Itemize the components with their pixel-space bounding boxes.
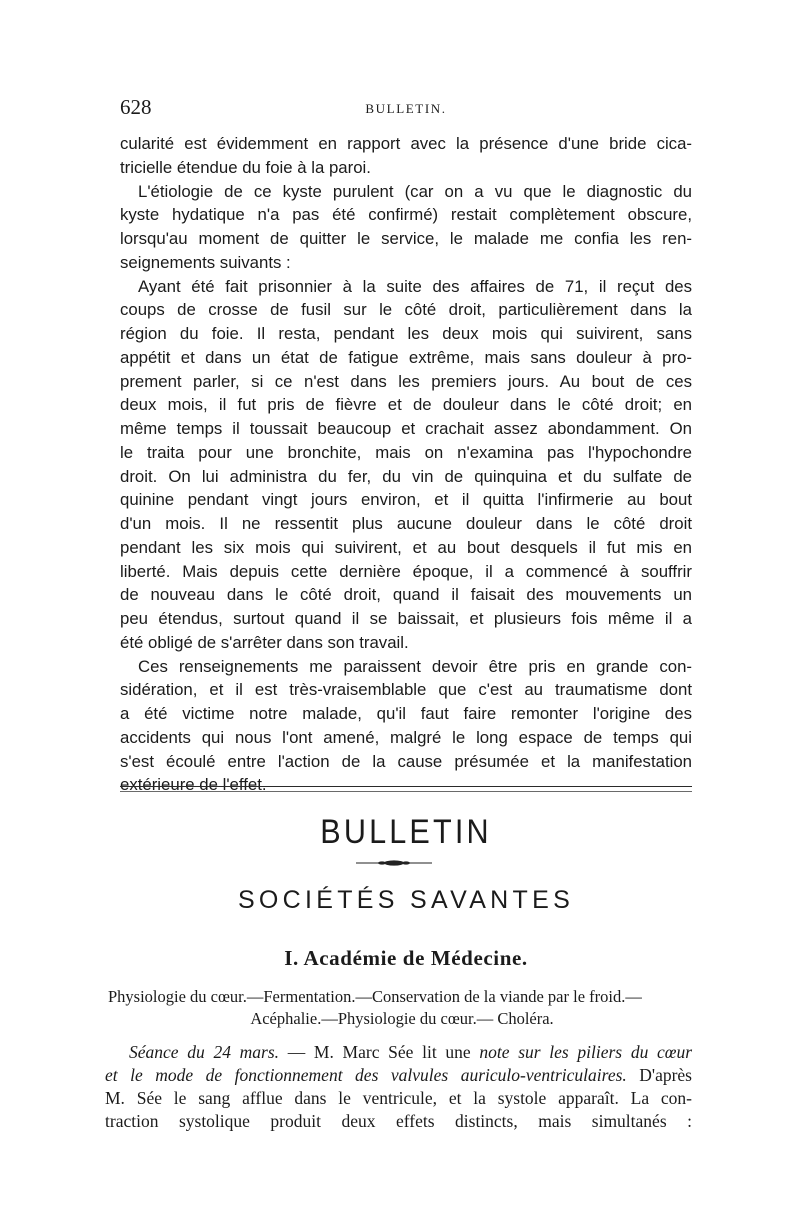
page-number: 628 (120, 95, 152, 119)
text-line: été obligé de s'arrêter dans son travail. (120, 632, 409, 652)
seance-date: Séance du 24 mars. (129, 1042, 280, 1062)
societes-savantes-heading: SOCIÉTÉS SAVANTES (237, 886, 575, 914)
text-line: Ayant été fait prisonnier à la suite des affaires de 71, il reçut des (138, 276, 692, 296)
text-line: de nouveau dans le côté droit, quand il faisait des mouvements un (120, 585, 692, 605)
text-line: deux mois, il fut pris de fièvre et de douleur dans le côté droit; en (120, 395, 692, 415)
note-title: note sur les piliers du cœur (479, 1042, 693, 1062)
contents-line: Acéphalie.—Physiologie du cœur.— Choléra. (250, 1009, 554, 1028)
text-line: seignements suivants : (120, 252, 291, 272)
seance-line (105, 1064, 692, 1087)
running-title: BULLETIN. (365, 101, 447, 116)
text-line: prement parler, si ce n'est dans les premiers jours. Au bout de ces (120, 371, 692, 391)
text-line: même temps il toussait beaucoup et crachait assez abondamment. On (120, 419, 692, 438)
seance-line (105, 1041, 692, 1064)
seance-line: M. Sée le sang afflue dans le ventricule, et la systole apparaît. La con- (105, 1088, 692, 1108)
text-line: coups de crosse de fusil sur le côté droit, particulièrement dans la (120, 300, 692, 320)
section-divider-thin (120, 791, 692, 792)
academie-heading: I. Académie de Médecine. (284, 946, 528, 970)
text-line: le traita pour une bronchite, mais on n'examina pas l'hypochondre (120, 442, 692, 462)
text-line: d'un mois. Il ne ressentit plus aucune douleur dans le côté droit (120, 514, 692, 533)
session-contents-summary (108, 986, 696, 1030)
seance-author: — M. Marc Sée lit une (279, 1042, 480, 1062)
text-line: droit. On lui administra du fer, du vin de quinquina et du sulfate de (120, 466, 692, 486)
seance-line: traction systolique produit deux effets distincts, mais simultanés : (105, 1111, 692, 1131)
text-line: cularité est évidemment en rapport avec la présence d'une bride cica- (120, 134, 692, 153)
text-line: kyste hydatique n'a pas été confirmé) restait complètement obscure, (120, 205, 692, 225)
ornament-rule (356, 859, 432, 867)
text-line: appétit et dans un état de fatigue extrême, mais sans douleur à pro- (120, 347, 692, 367)
contents-line: Physiologie du cœur.—Fermentation.—Conservation de la viande par le froid.— (108, 987, 642, 1006)
text-line: L'étiologie de ce kyste purulent (car on a vu que le diagnostic du (138, 181, 692, 201)
text-line: a été victime notre malade, qu'il faut faire remonter l'origine des (120, 704, 692, 723)
text-line: lorsqu'au moment de quitter le service, le malade me confia les ren- (120, 229, 692, 248)
text-line: tricielle étendue du foie à la paroi. (120, 157, 371, 177)
text-line: extérieure de l'effet. (120, 775, 267, 795)
seance-text: D'après (626, 1065, 692, 1085)
text-line: liberté. Mais depuis cette dernière époque, il a commencé à souffrir (120, 561, 692, 581)
text-line: accidents qui nous l'ont amené, malgré le long espace de temps qui (120, 727, 692, 747)
note-title-continued: et le mode de fonctionnement des valvules auriculo-ventriculaires. (105, 1065, 627, 1085)
text-line: quinine pendant vingt jours environ, et il quitta l'infirmerie au bout (120, 490, 692, 510)
case-report-text (120, 132, 692, 797)
seance-paragraph (105, 1041, 692, 1133)
bulletin-heading: BULLETIN (320, 813, 492, 851)
text-line: pendant les six mois qui suivirent, et au bout desquels il fut mis en (120, 537, 692, 557)
running-header (120, 95, 692, 121)
text-line: peu étendus, surtout quand il se baissait, et plusieurs fois même il a (120, 609, 692, 628)
text-line: sidération, et il est très-vraisemblable que c'est au traumatisme dont (120, 680, 692, 700)
text-line: région du foie. Il resta, pendant les deux mois qui suivirent, sans (120, 324, 692, 343)
text-line: s'est écoulé entre l'action de la cause présumée et la manifestation (120, 751, 692, 771)
section-divider-thick (120, 786, 692, 787)
text-line: Ces renseignements me paraissent devoir être pris en grande con- (138, 656, 692, 676)
